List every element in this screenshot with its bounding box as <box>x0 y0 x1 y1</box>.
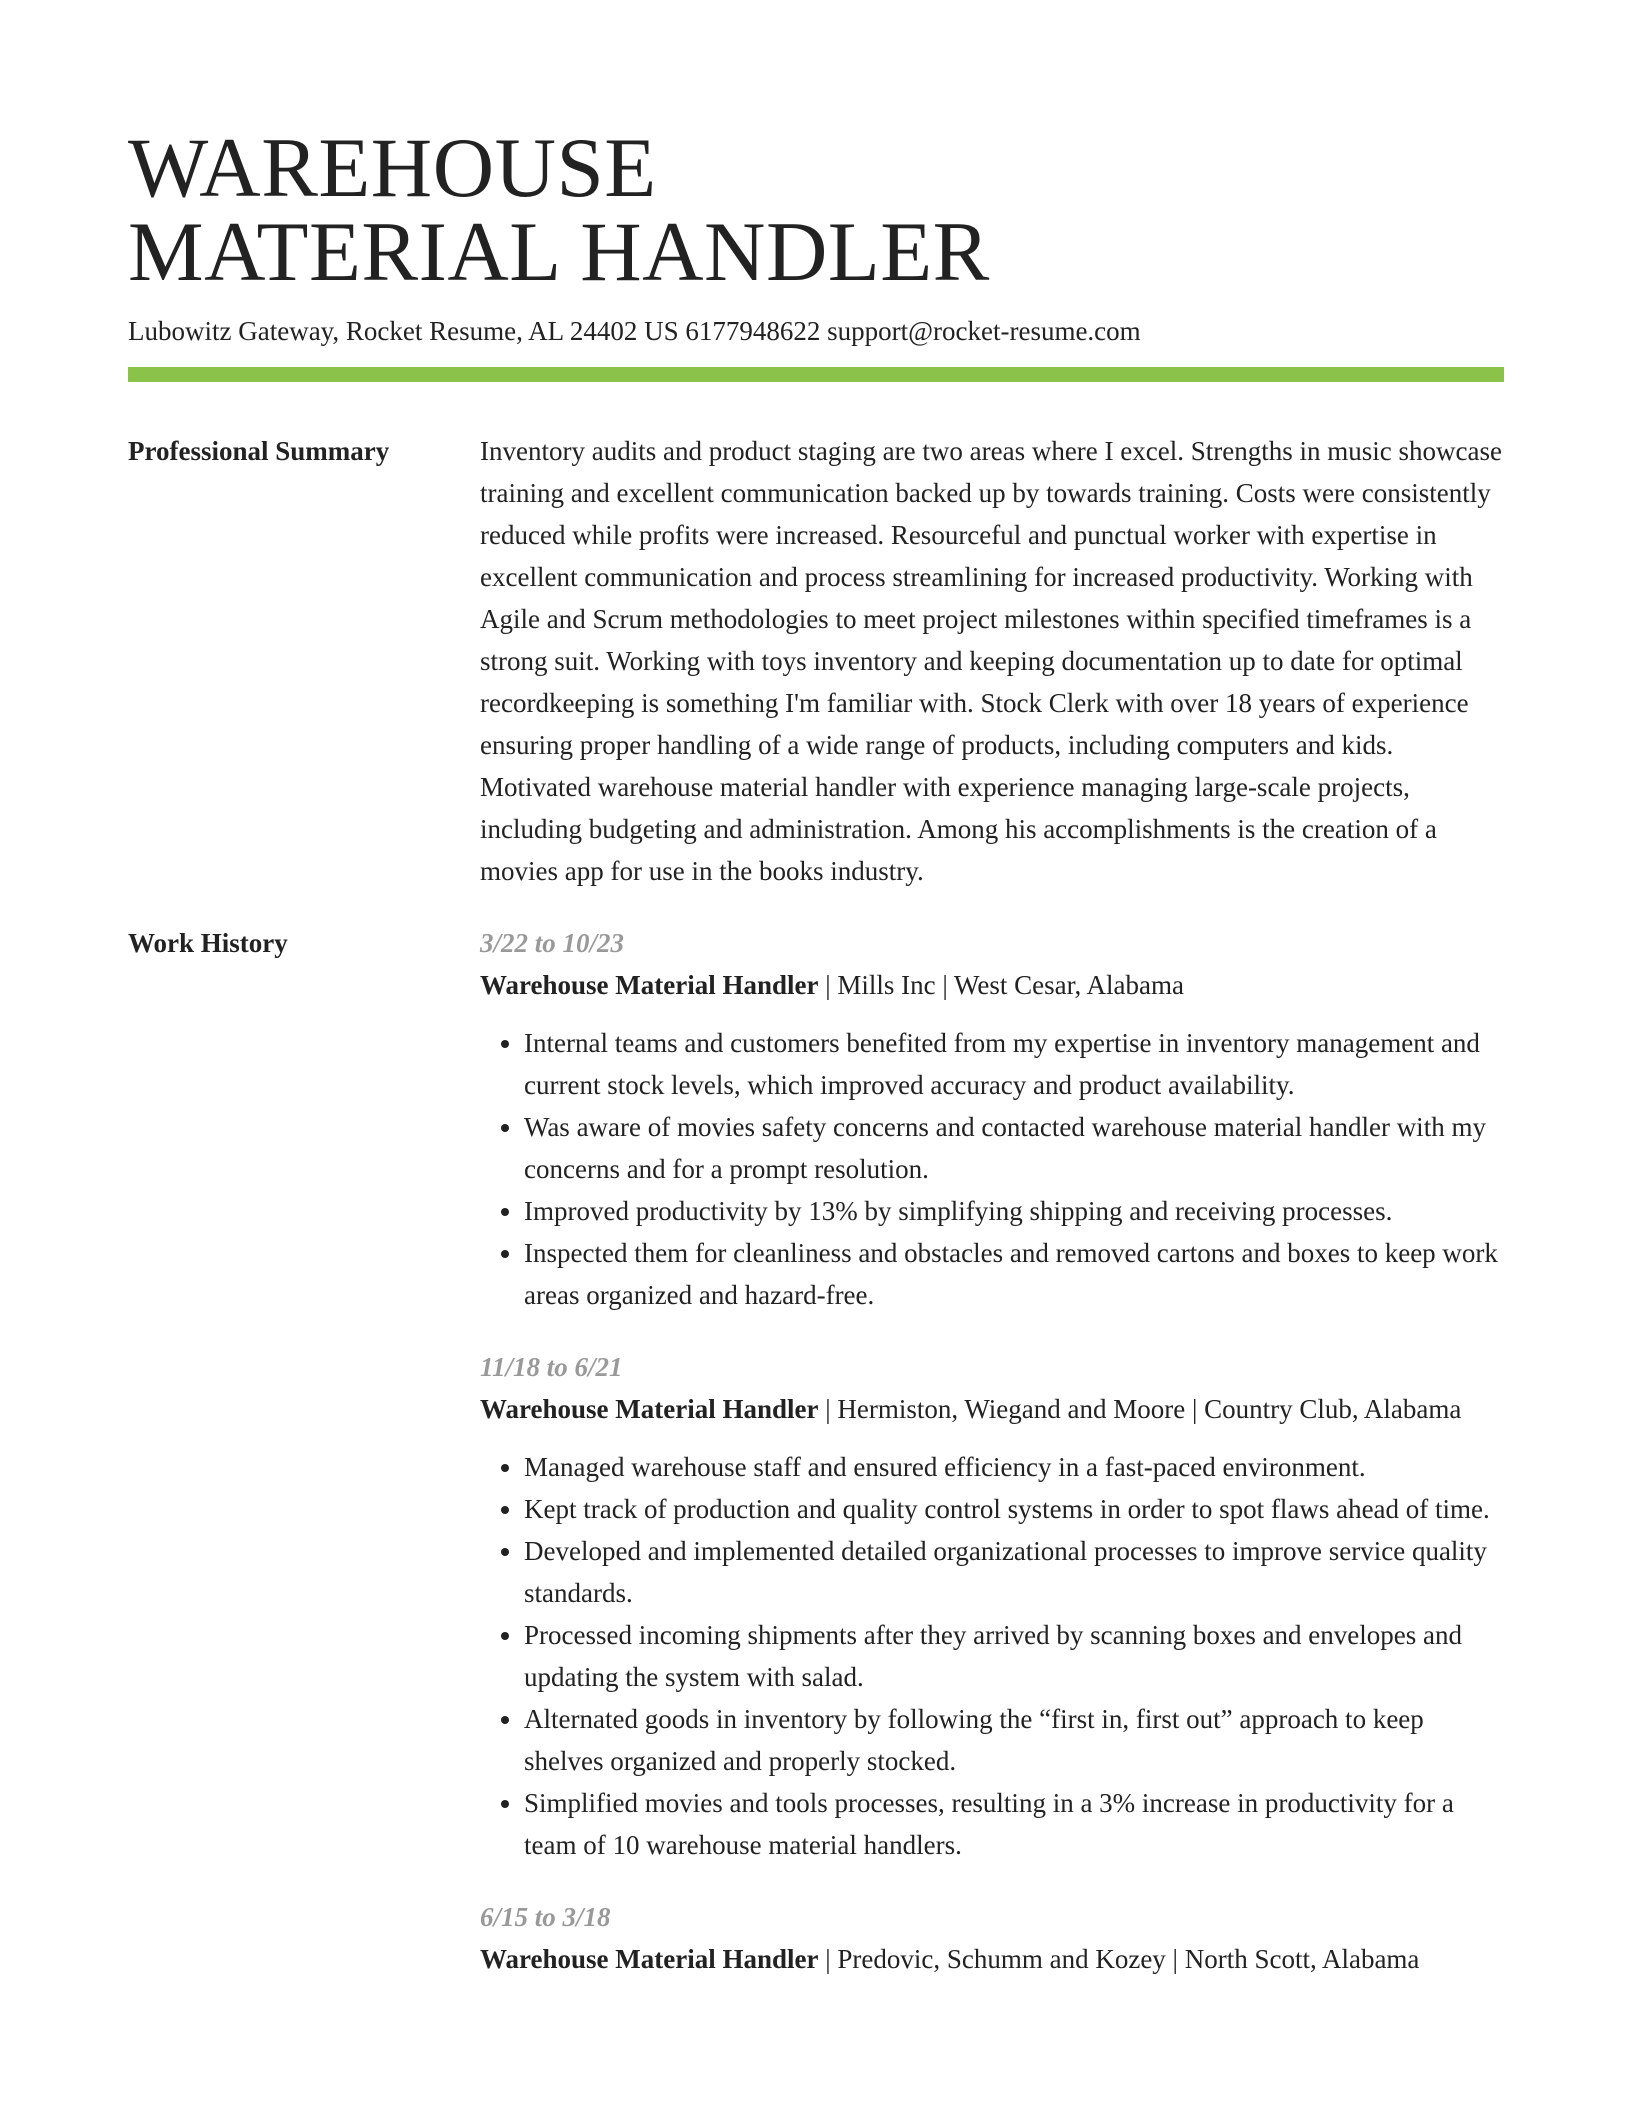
job-entry <box>480 1896 1504 1980</box>
job-title: Warehouse Material Handler <box>480 1394 819 1424</box>
job-bullet: • Inspected them for cleanliness and obstacles and removed cartons and boxes to keep work areas organized and hazard-free. <box>524 1232 1504 1316</box>
resume-page <box>128 121 1504 1980</box>
job-company-location: | Predovic, Schumm and Kozey | North Scott, Alabama <box>818 1944 1420 1974</box>
title-line-1: WAREHOUSE <box>128 121 657 215</box>
job-company-location: | Hermiston, Wiegand and Moore | Country Club, Alabama <box>818 1394 1462 1424</box>
title-line-2: MATERIAL HANDLER <box>128 205 990 299</box>
work-history-list <box>480 922 1504 1980</box>
job-dates: 11/18 to 6/21 <box>480 1352 623 1382</box>
job-bullet: • Simplified movies and tools processes, resulting in a 3% increase in productivity for a team of 10 warehouse material handlers. <box>524 1782 1504 1866</box>
job-bullet: • Internal teams and customers benefited from my expertise in inventory management and current stock levels, which improved accuracy and product availability. <box>524 1022 1504 1106</box>
job-bullet-list <box>480 1446 1504 1866</box>
section-label-summary: Professional Summary <box>128 436 390 466</box>
job-heading <box>480 1938 1504 1980</box>
job-bullet-list <box>480 1022 1504 1316</box>
accent-divider <box>128 367 1504 382</box>
professional-summary-section <box>128 430 1504 892</box>
job-dates: 6/15 to 3/18 <box>480 1902 611 1932</box>
job-bullet: • Processed incoming shipments after they arrived by scanning boxes and envelopes and updating the system with salad. <box>524 1614 1504 1698</box>
work-history-section <box>128 922 1504 1980</box>
job-entry <box>480 1346 1504 1866</box>
job-title: Warehouse Material Handler <box>480 970 819 1000</box>
resume-title <box>128 121 1504 299</box>
job-bullet: • Improved productivity by 13% by simplifying shipping and receiving processes. <box>524 1190 1504 1232</box>
summary-text: Inventory audits and product staging are two areas where I excel. Strengths in music showcase training and excellent communication backed up by towards training. Costs were consistently reduced while profits were increased. Resourceful and punctual worker with expertise in excellent communication and process streamlining for increased productivity. Working with Agile and Scrum methodologies to meet project milestones within specified timeframes is a strong suit. Working with toys inventory and keeping documentation up to date for optimal recordkeeping is something I'm familiar with. Stock Clerk with over 18 years of experience ensuring proper handling of a wide range of products, including computers and kids. Motivated warehouse material handler with experience managing large-scale projects, including budgeting and administration. Among his accomplishments is the creation of a movies app for use in the books industry. <box>480 436 1502 886</box>
job-title: Warehouse Material Handler <box>480 1944 819 1974</box>
job-bullet: • Was aware of movies safety concerns and contacted warehouse material handler with my concerns and for a prompt resolution. <box>524 1106 1504 1190</box>
job-heading <box>480 964 1504 1006</box>
job-company-location: | Mills Inc | West Cesar, Alabama <box>818 970 1184 1000</box>
job-bullet: • Alternated goods in inventory by following the “first in, first out” approach to keep shelves organized and properly stocked. <box>524 1698 1504 1782</box>
job-bullet: • Developed and implemented detailed organizational processes to improve service quality standards. <box>524 1530 1504 1614</box>
job-bullet: • Kept track of production and quality control systems in order to spot flaws ahead of time. <box>524 1488 1504 1530</box>
job-entry <box>480 922 1504 1316</box>
contact-info: Lubowitz Gateway, Rocket Resume, AL 24402 US 6177948622 support@rocket-resume.com <box>128 316 1141 346</box>
section-label-work: Work History <box>128 928 288 958</box>
job-heading <box>480 1388 1504 1430</box>
job-bullet: • Managed warehouse staff and ensured efficiency in a fast-paced environment. <box>524 1446 1504 1488</box>
job-dates: 3/22 to 10/23 <box>480 928 625 958</box>
